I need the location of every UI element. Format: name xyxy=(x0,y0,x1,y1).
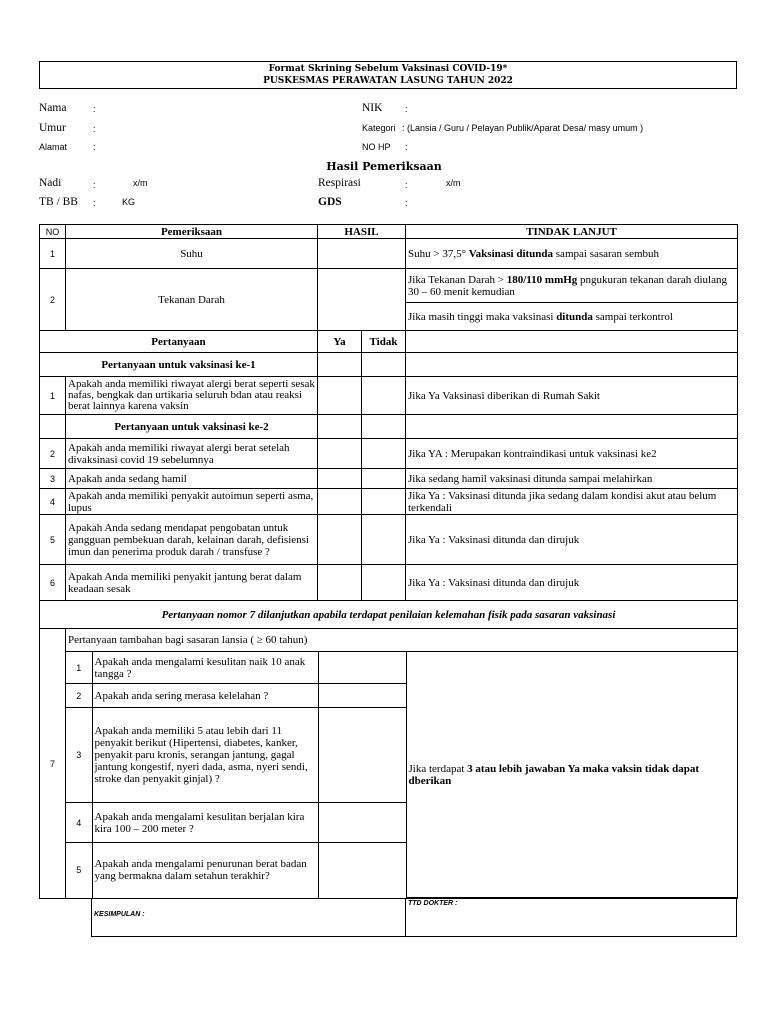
form-header xyxy=(39,61,737,89)
tindak-lanjut-text: Jika Ya Vaksinasi diberikan di Rumah Sakit xyxy=(406,377,738,415)
umur-colon: : xyxy=(93,124,96,134)
sub-answer-field[interactable] xyxy=(318,652,406,684)
ya-checkbox[interactable] xyxy=(318,469,362,489)
kategori-label: Kategori xyxy=(362,123,396,133)
gds-colon: : xyxy=(405,198,408,208)
tidak-checkbox[interactable] xyxy=(362,565,406,601)
sub-question-text: Apakah anda memiliki 5 atau lebih dari 11 penyakit berikut (Hipertensi, diabetes, kanker, penyakit paru kronis, serangan jantung, gagal jantung kongestif, nyeri dada, asma, nyeri sendi, stroke dan penyakit ginjal) ? xyxy=(92,708,318,803)
row-no: 4 xyxy=(40,489,66,515)
question-text: Apakah Anda memiliki penyakit jantung berat dalam keadaan sesak xyxy=(66,565,318,601)
kesimpulan-box[interactable] xyxy=(91,898,406,937)
pertanyaan-header: Pertanyaan xyxy=(40,331,318,353)
sub-question-text: Apakah anda mengalami kesulitan naik 10 anak tangga ? xyxy=(92,652,318,684)
note-row xyxy=(40,601,738,629)
tidak-checkbox[interactable] xyxy=(362,469,406,489)
table-row xyxy=(40,565,738,601)
kesimpulan-label: KESIMPULAN : xyxy=(94,911,145,918)
suhu-tindak-lanjut: Suhu > 37,5° Vaksinasi ditunda sampai sasaran sembuh xyxy=(406,239,738,269)
tbbb-label: TB / BB xyxy=(39,196,78,208)
nohp-colon: : xyxy=(405,142,408,152)
sub-no: 1 xyxy=(66,652,92,684)
tidak-checkbox[interactable] xyxy=(362,377,406,415)
table-row xyxy=(40,629,738,899)
sub-answer-field[interactable] xyxy=(318,684,406,708)
row-no: 5 xyxy=(40,515,66,565)
question-text: Apakah Anda sedang mendapat pengobatan untuk gangguan pembekuan darah, kelainan darah, defisiensi imun dan penerima produk darah / transfuse ? xyxy=(66,515,318,565)
sub-no: 4 xyxy=(66,803,92,843)
sub-row xyxy=(66,652,737,684)
nadi-label: Nadi xyxy=(39,177,62,189)
tekanan-darah-label: Tekanan Darah xyxy=(66,269,318,331)
row-no: 1 xyxy=(40,377,66,415)
tekanan-darah-hasil-field[interactable] xyxy=(318,269,406,331)
respirasi-unit: x/m xyxy=(446,178,461,188)
hasil-pemeriksaan-title: Hasil Pemeriksaan xyxy=(326,160,442,173)
row-no: 1 xyxy=(40,239,66,269)
row-no: 2 xyxy=(40,269,66,331)
sub-no: 2 xyxy=(66,684,92,708)
gds-label: GDS xyxy=(318,196,342,208)
ya-header: Ya xyxy=(318,331,362,353)
table-header-row xyxy=(40,225,738,239)
tidak-checkbox[interactable] xyxy=(362,439,406,469)
umur-label: Umur xyxy=(39,122,66,134)
head-pemeriksaan: Pemeriksaan xyxy=(66,225,318,239)
table-row xyxy=(40,269,738,303)
sub-no: 3 xyxy=(66,708,92,803)
ya-checkbox[interactable] xyxy=(318,489,362,515)
nama-colon: : xyxy=(93,104,96,114)
question-header-row xyxy=(40,331,738,353)
tekanan-darah-tindak-lanjut-1: Jika Tekanan Darah > 180/110 mmHg pngukuran tekanan darah diulang 30 – 60 menit kemudian xyxy=(406,269,738,303)
tidak-header: Tidak xyxy=(362,331,406,353)
table-row xyxy=(40,515,738,565)
alamat-label: Alamat xyxy=(39,142,68,152)
question-text: Apakah anda memiliki riwayat alergi berat setelah divaksinasi covid 19 sebelumnya xyxy=(66,439,318,469)
table-row xyxy=(40,469,738,489)
respirasi-colon: : xyxy=(405,180,408,190)
tindak-lanjut-text: Jika sedang hamil vaksinasi ditunda sampai melahirkan xyxy=(406,469,738,489)
lansia-subtable xyxy=(66,651,737,898)
tekanan-darah-tindak-lanjut-2: Jika masih tinggi maka vaksinasi ditunda sampai terkontrol xyxy=(406,303,738,331)
section-vaksinasi-2: Pertanyaan untuk vaksinasi ke-2 xyxy=(66,415,318,439)
ya-checkbox[interactable] xyxy=(318,377,362,415)
nadi-unit: x/m xyxy=(133,178,148,188)
sub-answer-field[interactable] xyxy=(318,843,406,898)
tbbb-unit: KG xyxy=(122,197,136,207)
kategori-value: : (Lansia / Guru / Pelayan Publik/Aparat Desa/ masy umum ) xyxy=(402,123,644,133)
section-vaksinasi-1: Pertanyaan untuk vaksinasi ke-1 xyxy=(40,353,318,377)
alamat-colon: : xyxy=(93,142,96,152)
suhu-hasil-field[interactable] xyxy=(318,239,406,269)
nohp-label: NO HP xyxy=(362,142,391,152)
ya-checkbox[interactable] xyxy=(318,515,362,565)
tindak-lanjut-text: Jika Ya : Vaksinasi ditunda dan dirujuk xyxy=(406,515,738,565)
row-no: 2 xyxy=(40,439,66,469)
tindak-lanjut-text: Jika YA : Merupakan kontraindikasi untuk vaksinasi ke2 xyxy=(406,439,738,469)
section-row xyxy=(40,415,738,439)
tindak-lanjut-text: Jika Ya : Vaksinasi ditunda jika sedang dalam kondisi akut atau belum terkendali xyxy=(406,489,738,515)
row-no: 3 xyxy=(40,469,66,489)
table-row xyxy=(40,439,738,469)
sub-question-text: Apakah anda mengalami penurunan berat badan yang bermakna dalam setahun terakhir? xyxy=(92,843,318,898)
suhu-label: Suhu xyxy=(66,239,318,269)
question-text: Apakah anda memiliki penyakit autoimun seperti asma, lupus xyxy=(66,489,318,515)
sub-answer-field[interactable] xyxy=(318,803,406,843)
row-no: 7 xyxy=(40,629,66,899)
sub-no: 5 xyxy=(66,843,92,898)
tbbb-colon: : xyxy=(93,198,96,208)
nama-label: Nama xyxy=(39,102,67,114)
row-no: 6 xyxy=(40,565,66,601)
head-tindak-lanjut: TINDAK LANJUT xyxy=(406,225,738,239)
table-row xyxy=(40,489,738,515)
tidak-checkbox[interactable] xyxy=(362,515,406,565)
table-row xyxy=(40,239,738,269)
tindak-lanjut-text: Jika Ya : Vaksinasi ditunda dan dirujuk xyxy=(406,565,738,601)
nik-colon: : xyxy=(405,104,408,114)
nik-label: NIK xyxy=(362,102,383,114)
section-row xyxy=(40,353,738,377)
question-text: Apakah anda sedang hamil xyxy=(66,469,318,489)
ya-checkbox[interactable] xyxy=(318,439,362,469)
form-title: Format Skrining Sebelum Vaksinasi COVID-19* xyxy=(268,64,508,74)
tidak-checkbox[interactable] xyxy=(362,489,406,515)
table-row xyxy=(40,377,738,415)
note-question-7: Pertanyaan nomor 7 dilanjutkan apabila terdapat penilaian kelemahan fisik pada sasaran vaksinasi xyxy=(40,601,738,629)
sub-answer-field[interactable] xyxy=(318,708,406,803)
head-hasil: HASIL xyxy=(318,225,406,239)
sub-question-text: Apakah anda mengalami kesulitan berjalan kira kira 100 – 200 meter ? xyxy=(92,803,318,843)
sub-question-text: Apakah anda sering merasa kelelahan ? xyxy=(92,684,318,708)
lansia-tindak-lanjut: Jika terdapat 3 atau lebih jawaban Ya maka vaksin tidak dapat dberikan xyxy=(406,652,737,898)
form-subtitle: PUSKESMAS PERAWATAN LASUNG TAHUN 2022 xyxy=(263,76,513,86)
question-text: Apakah anda memiliki riwayat alergi berat seperti sesak nafas, bengkak dan urtikaria seluruh bdan atau reaksi berat lainnya karena vaksin xyxy=(66,377,318,415)
lansia-question-title: Pertanyaan tambahan bagi sasaran lansia ( ≥ 60 tahun) xyxy=(68,634,308,646)
head-no: NO xyxy=(40,225,66,239)
ya-checkbox[interactable] xyxy=(318,565,362,601)
screening-table xyxy=(39,224,738,899)
respirasi-label: Respirasi xyxy=(318,177,361,189)
nadi-colon: : xyxy=(93,180,96,190)
ttd-dokter-label: TTD DOKTER : xyxy=(408,900,458,907)
ttd-dokter-box[interactable] xyxy=(405,898,737,937)
